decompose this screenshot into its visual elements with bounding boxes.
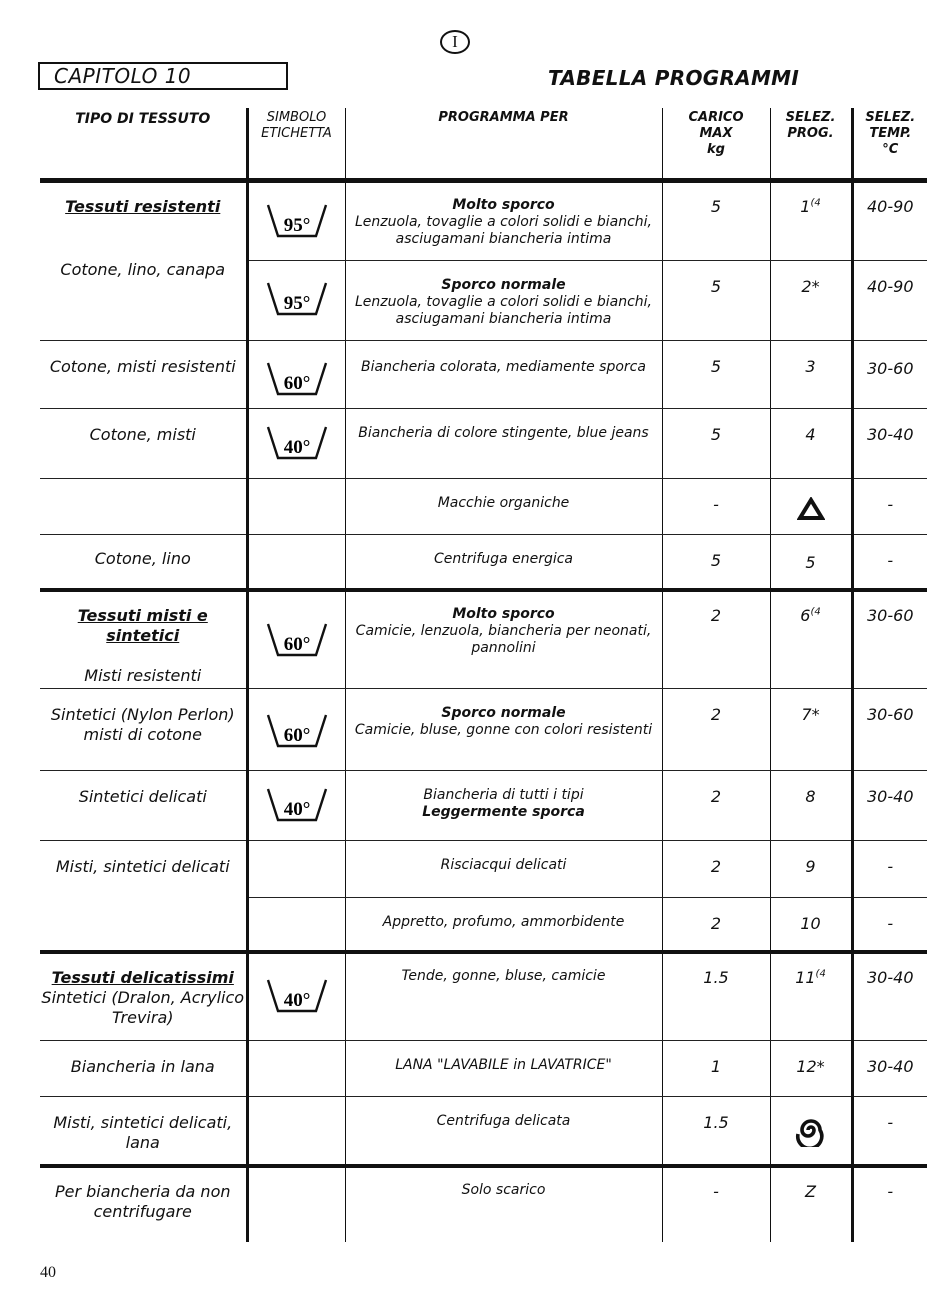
program-selector-cell xyxy=(770,688,852,770)
program-selector-cell xyxy=(770,1040,852,1096)
fabric-cell xyxy=(40,770,247,840)
wash-temperature: 95° xyxy=(283,292,310,314)
program-title: Sporco normale xyxy=(441,704,566,721)
wash-temperature: 40° xyxy=(283,990,310,1011)
program-soil-level: Leggermente sporca xyxy=(422,803,585,820)
temperature-cell: 30-60 xyxy=(852,688,927,770)
wash-temperature: 60° xyxy=(283,724,310,746)
temperature-cell: 30-40 xyxy=(852,408,927,478)
symbol-cell xyxy=(247,688,345,770)
program-description: Biancheria di tutti i tipi xyxy=(423,786,584,803)
fabric-cell xyxy=(40,1096,247,1166)
fabric-type: Misti, sintetici delicati xyxy=(55,856,230,876)
program-description: Macchie organiche xyxy=(437,494,570,511)
load-cell: 2 xyxy=(662,590,770,688)
fabric-type: Sintetici delicati xyxy=(78,786,207,806)
program-number: Z xyxy=(805,1182,816,1201)
program-number: 10 xyxy=(800,913,821,933)
program-selector-cell xyxy=(770,952,852,1040)
header-temp-select: SELEZ. TEMP. °C xyxy=(852,108,927,180)
program-table xyxy=(40,108,927,1242)
load-cell: 2 xyxy=(662,840,770,897)
table-row xyxy=(40,260,927,340)
load-cell: 5 xyxy=(662,260,770,340)
temperature-cell: 40-90 xyxy=(852,260,927,340)
table-row xyxy=(40,688,927,770)
load-cell: 2 xyxy=(662,770,770,840)
temperature-cell: - xyxy=(852,1096,927,1166)
program-cell xyxy=(345,1096,662,1166)
wash-temperature: 60° xyxy=(283,372,310,394)
program-number: 7* xyxy=(801,704,820,724)
program-selector-cell xyxy=(770,478,852,534)
symbol-cell xyxy=(247,840,345,897)
program-description: LANA "LAVABILE in LAVATRICE" xyxy=(395,1056,612,1073)
table-row xyxy=(40,840,927,897)
fabric-type: Misti resistenti xyxy=(84,666,202,685)
chapter-label: CAPITOLO 10 xyxy=(38,62,288,90)
fabric-cell xyxy=(40,340,247,408)
program-description: Camicie, lenzuola, biancheria per neonati, pannolini xyxy=(355,623,652,656)
page-number: 40 xyxy=(40,1264,56,1281)
program-description: Lenzuola, tovaglie a colori solidi e bianchi, asciugamani biancheria intima xyxy=(354,213,652,247)
footnote-ref: (4 xyxy=(815,968,826,980)
fabric-cell xyxy=(40,534,247,590)
symbol-cell xyxy=(247,260,345,340)
fabric-cell xyxy=(40,897,247,952)
table-row xyxy=(40,478,927,534)
load-cell: 5 xyxy=(662,340,770,408)
program-cell xyxy=(345,408,662,478)
fabric-cell xyxy=(40,590,247,688)
fabric-category-title: Tessuti misti e sintetici xyxy=(77,606,208,645)
table-row xyxy=(40,897,927,952)
footnote-ref: (4 xyxy=(810,606,821,618)
fabric-cell xyxy=(40,408,247,478)
header-prog-select: SELEZ. PROG. xyxy=(770,108,852,180)
wash-tub-icon xyxy=(265,711,329,751)
program-description: Camicie, bluse, gonne con colori resistenti xyxy=(354,721,653,738)
program-selector-cell xyxy=(770,897,852,952)
load-cell: 1.5 xyxy=(662,952,770,1040)
program-number: 12* xyxy=(796,1056,825,1076)
load-cell: 5 xyxy=(662,180,770,260)
temperature-cell: 30-40 xyxy=(852,1040,927,1096)
language-mark xyxy=(440,30,470,54)
spiral-icon xyxy=(794,1113,828,1147)
program-number: 2* xyxy=(801,276,820,296)
table-header-row xyxy=(40,108,927,180)
program-number: 4 xyxy=(805,424,816,444)
temperature-cell: - xyxy=(852,1166,927,1242)
symbol-cell xyxy=(247,180,345,260)
program-cell xyxy=(345,590,662,688)
temperature-cell: 30-60 xyxy=(852,590,927,688)
program-cell xyxy=(345,1040,662,1096)
program-selector-cell xyxy=(770,770,852,840)
program-selector-cell xyxy=(770,340,852,408)
program-number: 9 xyxy=(805,856,816,876)
symbol-cell xyxy=(247,478,345,534)
temperature-cell: - xyxy=(852,534,927,590)
wash-tub-icon xyxy=(265,620,329,660)
table-row xyxy=(40,770,927,840)
program-selector-cell xyxy=(770,590,852,688)
program-title: Sporco normale xyxy=(441,276,566,293)
table-row xyxy=(40,1096,927,1166)
program-description: Solo scarico xyxy=(461,1182,546,1198)
fabric-type: Sintetici (Dralon, Acrylico Trevira) xyxy=(41,988,245,1027)
program-number: 1 xyxy=(800,196,811,216)
header-fabric: TIPO DI TESSUTO xyxy=(40,108,247,180)
program-description: Centrifuga energica xyxy=(433,550,574,567)
fabric-type: Cotone, misti xyxy=(89,424,196,444)
page-title: TABELLA PROGRAMMI xyxy=(548,66,800,90)
program-selector-cell xyxy=(770,180,852,260)
program-cell xyxy=(345,180,662,260)
load-cell: - xyxy=(662,1166,770,1242)
fabric-cell xyxy=(40,260,247,340)
program-cell xyxy=(345,478,662,534)
load-cell: 2 xyxy=(662,688,770,770)
fabric-category-title: Tessuti resistenti xyxy=(65,196,221,216)
fabric-type: Misti, sintetici delicati, lana xyxy=(53,1112,233,1152)
fabric-cell xyxy=(40,1040,247,1096)
load-cell: 1 xyxy=(662,1040,770,1096)
temperature-cell: 30-40 xyxy=(852,770,927,840)
temperature-cell: - xyxy=(852,840,927,897)
wash-temperature: 40° xyxy=(283,798,310,820)
load-cell: 5 xyxy=(662,534,770,590)
symbol-cell xyxy=(247,952,345,1040)
fabric-type: Cotone, misti resistenti xyxy=(49,356,236,376)
fabric-type: Cotone, lino xyxy=(94,548,191,568)
wash-tub-icon xyxy=(265,976,329,1016)
fabric-type: Biancheria in lana xyxy=(70,1056,215,1076)
symbol-cell xyxy=(247,1040,345,1096)
wash-temperature: 40° xyxy=(283,436,310,458)
program-cell xyxy=(345,260,662,340)
load-cell: - xyxy=(662,478,770,534)
load-cell: 2 xyxy=(662,897,770,952)
program-cell xyxy=(345,840,662,897)
fabric-type: Per biancheria da non centrifugare xyxy=(54,1182,231,1221)
symbol-cell xyxy=(247,770,345,840)
temperature-cell: 30-60 xyxy=(852,340,927,408)
wash-temperature: 95° xyxy=(283,214,310,236)
fabric-type: Cotone, lino, canapa xyxy=(60,260,226,279)
program-cell xyxy=(345,952,662,1040)
fabric-cell xyxy=(40,180,247,260)
program-description: Tende, gonne, bluse, camicie xyxy=(401,968,606,984)
program-number: 6 xyxy=(800,606,811,625)
program-selector-cell xyxy=(770,534,852,590)
wash-temperature: 60° xyxy=(283,634,310,655)
table-row xyxy=(40,952,927,1040)
language-letter: I xyxy=(452,32,458,51)
table-row xyxy=(40,534,927,590)
program-cell xyxy=(345,770,662,840)
temperature-cell: 40-90 xyxy=(852,180,927,260)
symbol-cell xyxy=(247,1096,345,1166)
wash-tub-icon xyxy=(265,359,329,399)
program-number: 8 xyxy=(805,786,816,806)
program-description: Biancheria colorata, mediamente sporca xyxy=(361,358,646,375)
header-program: PROGRAMMA PER xyxy=(345,108,662,180)
triangle-icon xyxy=(797,497,825,521)
program-cell xyxy=(345,897,662,952)
wash-tub-icon xyxy=(265,785,329,825)
table-row xyxy=(40,180,927,260)
symbol-cell xyxy=(247,1166,345,1242)
fabric-category-title: Tessuti delicatissimi xyxy=(51,968,234,987)
temperature-cell: 30-40 xyxy=(852,952,927,1040)
symbol-cell xyxy=(247,408,345,478)
program-description: Risciacqui delicati xyxy=(440,856,567,873)
table-row xyxy=(40,408,927,478)
table-row xyxy=(40,1040,927,1096)
wash-tub-icon xyxy=(265,279,329,319)
table-row xyxy=(40,590,927,688)
program-selector-cell xyxy=(770,1096,852,1166)
program-selector-cell xyxy=(770,1166,852,1242)
fabric-cell xyxy=(40,840,247,897)
header-load: CARICO MAX kg xyxy=(662,108,770,180)
fabric-cell xyxy=(40,1166,247,1242)
symbol-cell xyxy=(247,534,345,590)
program-selector-cell xyxy=(770,408,852,478)
temperature-cell: - xyxy=(852,897,927,952)
program-number: 3 xyxy=(805,356,816,376)
fabric-cell xyxy=(40,688,247,770)
temperature-cell: - xyxy=(852,478,927,534)
program-number: 5 xyxy=(805,552,816,572)
program-cell xyxy=(345,340,662,408)
fabric-type: Sintetici (Nylon Perlon) misti di cotone xyxy=(50,704,235,744)
program-selector-cell xyxy=(770,260,852,340)
table-row xyxy=(40,340,927,408)
symbol-cell xyxy=(247,590,345,688)
footnote-ref: (4 xyxy=(810,197,821,209)
program-title: Molto sporco xyxy=(452,606,555,622)
load-cell: 1.5 xyxy=(662,1096,770,1166)
program-description: Centrifuga delicata xyxy=(436,1112,571,1129)
table-row xyxy=(40,1166,927,1242)
wash-tub-icon xyxy=(265,423,329,463)
fabric-cell xyxy=(40,478,247,534)
symbol-cell xyxy=(247,897,345,952)
program-cell xyxy=(345,688,662,770)
program-cell xyxy=(345,1166,662,1242)
program-number: 11 xyxy=(795,968,816,987)
wash-tub-icon xyxy=(265,201,329,241)
program-description: Lenzuola, tovaglie a colori solidi e bianchi, asciugamani biancheria intima xyxy=(354,293,652,327)
program-description: Biancheria di colore stingente, blue jeans xyxy=(358,424,649,441)
load-cell: 5 xyxy=(662,408,770,478)
symbol-cell xyxy=(247,340,345,408)
header-symbol: SIMBOLO ETICHETTA xyxy=(247,108,345,180)
program-title: Molto sporco xyxy=(452,196,555,213)
program-cell xyxy=(345,534,662,590)
program-selector-cell xyxy=(770,840,852,897)
fabric-cell xyxy=(40,952,247,1040)
program-description: Appretto, profumo, ammorbidente xyxy=(382,913,625,930)
